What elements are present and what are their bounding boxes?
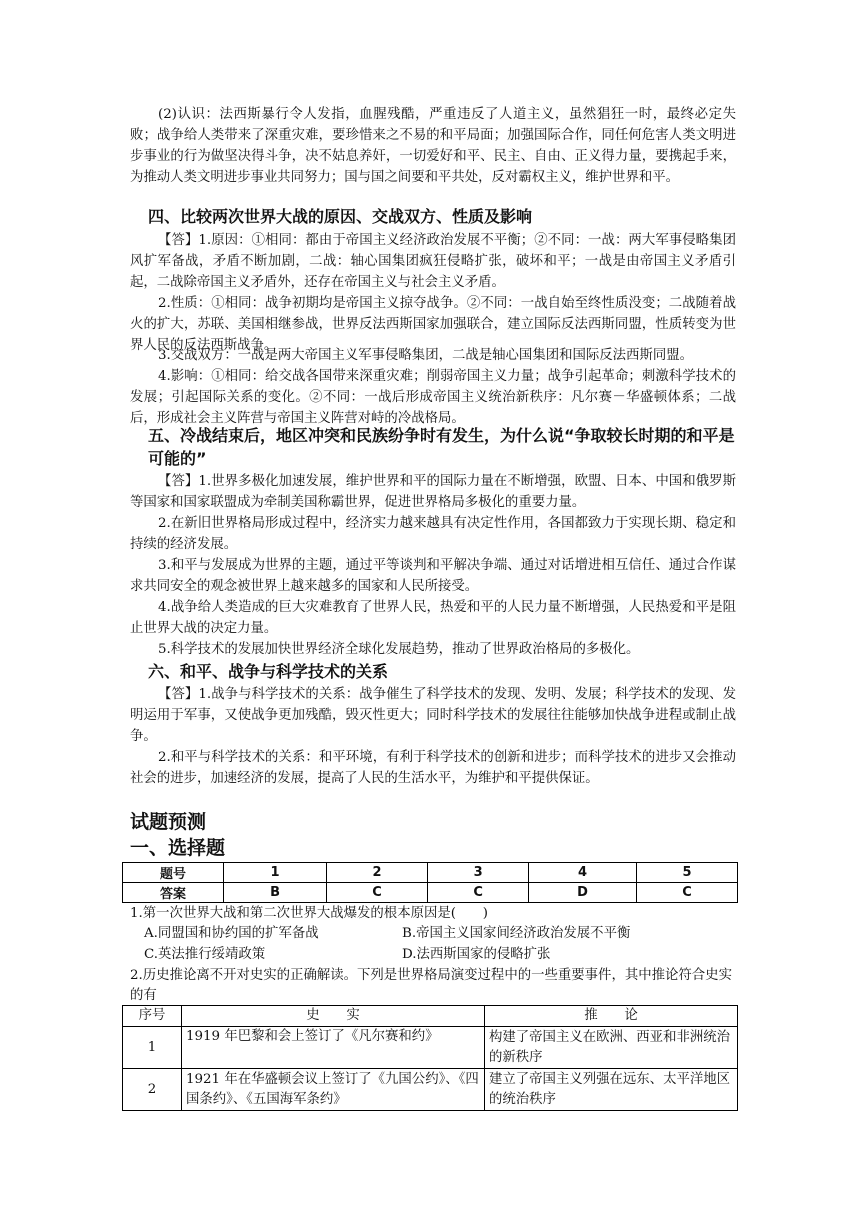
history-table-header [123, 1006, 738, 1027]
table-cell: 1 [224, 863, 327, 883]
question-1-stem: 1.第一次世界大战和第二次世界大战爆发的根本原因是( ) [130, 906, 488, 921]
question-2-stem: 2.历史推论离不开对史实的正确解读。下列是世界格局演变过程中的一些重要事件，其中推论符合史实的有 [130, 968, 732, 1003]
table-cell: 1 [123, 1027, 182, 1069]
question-1-option-b: B.帝国主义国家间经济政治发展不平衡 [402, 926, 631, 941]
section-heading: 四、比较两次世界大战的原因、交战双方、性质及影响 [148, 207, 533, 226]
question-1-option-d: D.法西斯国家的侵略扩张 [402, 947, 551, 962]
header-cell: 序号 [123, 1006, 182, 1027]
body-paragraph: (2)认识：法西斯暴行令人发指，血腥残酷，严重违反了人道主义，虽然猖狂一时，最终必定失败；战争给人类带来了深重灾难，要珍惜来之不易的和平局面；加强国际合作，同任何危害人类文明进步事业的行为做坚决得斗争，决不姑息养奸，一切爱好和平、民主、自由、正义得力量，要携起手来，为推动人类文明进步事业共同努力；国与国之间要和平共处，反对霸权主义，维护世界和平。 [130, 107, 736, 185]
body-paragraph: 2.性质：①相同：战争初期均是帝国主义掠夺战争。②不同：一战自始至终性质没变；二战随着战火的扩大，苏联、美国相继参战，世界反法西斯国家加强联合，建立国际反法西斯同盟，性质转变为世界人民的反法西斯战争。 [130, 296, 736, 353]
table-cell: 2 [123, 1069, 182, 1111]
table-cell: 5 [636, 863, 737, 883]
table-cell: 3 [428, 863, 529, 883]
table-cell: 1921 年在华盛顿会议上签订了《九国公约》、《四国条约》、《五国海军条约》 [182, 1069, 485, 1111]
table-row [123, 1027, 738, 1069]
header-cell: 推 论 [485, 1006, 738, 1027]
table-cell: 1919 年巴黎和会上签订了《凡尔赛和约》 [182, 1027, 485, 1069]
table-cell: 构建了帝国主义在欧洲、西亚和非洲统治的新秩序 [485, 1027, 738, 1069]
body-paragraph: 【答】1.原因：①相同：都由于帝国主义经济政治发展不平衡；②不同：一战：两大军事侵略集团风扩军备战，矛盾不断加剧，二战：轴心国集团疯狂侵略扩张，破坏和平；一战是由帝国主义矛盾引起，二战除帝国主义矛盾外，还存在帝国主义与社会主义矛盾。 [130, 233, 736, 290]
question-1-option-c: C.英法推行绥靖政策 [144, 947, 266, 962]
body-paragraph: 2.和平与科学技术的关系：和平环境，有利于科学技术的创新和进步；而科学技术的进步又会推动社会的进步，加速经济的发展，提高了人民的生活水平，为维护和平提供保证。 [130, 750, 736, 786]
body-paragraph: 3.交战双方：一战是两大帝国主义军事侵略集团，二战是轴心国集团和国际反法西斯同盟。 [158, 348, 694, 363]
body-paragraph: 3.和平与发展成为世界的主题，通过平等谈判和平解决争端、通过对话增进相互信任、通过合作谋求共同安全的观念被世界上越来越多的国家和人民所接受。 [130, 558, 736, 594]
table-cell: 2 [327, 863, 428, 883]
table-row [123, 1069, 738, 1111]
body-paragraph: 5.科学技术的发展加快世界经济全球化发展趋势，推动了世界政治格局的多极化。 [158, 642, 640, 657]
section-heading: 六、和平、战争与科学技术的关系 [148, 662, 389, 681]
table-cell: 题号 [123, 863, 224, 883]
history-table [122, 1005, 738, 1111]
table-cell: 建立了帝国主义列强在远东、太平洋地区的统治秩序 [485, 1069, 738, 1111]
table-cell: C [428, 883, 529, 903]
table-cell: B [224, 883, 327, 903]
body-paragraph: 【答】1.战争与科学技术的关系：战争催生了科学技术的发现、发明、发展；科学技术的发现、发明运用于军事，又使战争更加残酷，毁灭性更大；同时科学技术的发展往往能够加快战争进程或制止战争。 [130, 687, 736, 744]
table-cell: C [636, 883, 737, 903]
answer-table [122, 862, 738, 903]
table-cell: 答案 [123, 883, 224, 903]
question-1-option-a: A.同盟国和协约国的扩军备战 [144, 926, 319, 941]
table-cell: D [529, 883, 637, 903]
body-paragraph: 2.在新旧世界格局形成过程中，经济实力越来越具有决定性作用，各国都致力于实现长期、稳定和持续的经济发展。 [130, 516, 736, 552]
table-cell: 4 [529, 863, 637, 883]
section-heading: 五、冷战结束后，地区冲突和民族纷争时有发生，为什么说“争取较长时期的和平是可能的” [148, 426, 735, 468]
body-paragraph: 4.战争给人类造成的巨大灾难教育了世界人民，热爱和平的人民力量不断增强，人民热爱和平是阻止世界大战的决定力量。 [130, 600, 736, 636]
answer-table-row-numbers [123, 863, 738, 883]
answer-table-row-answers [123, 883, 738, 903]
section-title-choice: 一、选择题 [130, 837, 226, 859]
section-title-prediction: 试题预测 [130, 811, 207, 833]
header-cell: 史 实 [182, 1006, 485, 1027]
table-cell: C [327, 883, 428, 903]
body-paragraph: 【答】1.世界多极化加速发展，维护世界和平的国际力量在不断增强，欧盟、日本、中国和俄罗斯等国家和国家联盟成为牵制美国称霸世界，促进世界格局多极化的重要力量。 [130, 474, 736, 510]
body-paragraph: 4.影响：①相同：给交战各国带来深重灾难；削弱帝国主义力量；战争引起革命；刺激科学技术的发展；引起国际关系的变化。②不同：一战后形成帝国主义统治新秩序：凡尔赛－华盛顿体系；二战后，形成社会主义阵营与帝国主义阵营对峙的冷战格局。 [130, 369, 736, 426]
